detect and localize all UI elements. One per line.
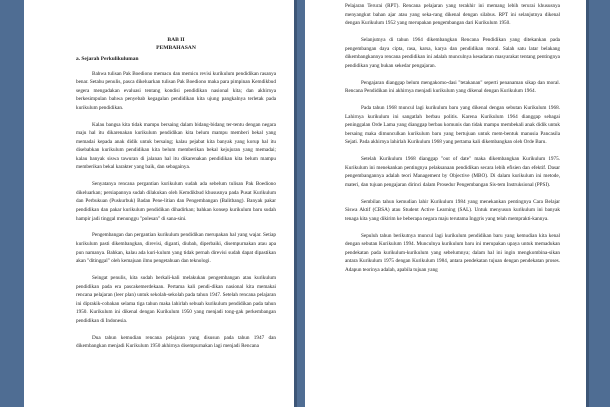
body-paragraph: Setelah Kurikulum 1968 dianggap "out of date" maka dikembangkan Kurikulum 1975. Kurikulum ini menekankan pentingnya pelaksanaan pendidikan secara lebih efisien dan efektif. Dasar pengembangannya adalah teori Management by Objective (MBO). Di dalam kurikulum ini metode, materi, dan tujuan pengajaran dirinci dalam Prosedur Pengembangan Sis-tem Instruksional (PPSI). — [345, 156, 560, 188]
body-paragraph: Kalau bangsa kita tidak mampu bersaing dalam bidang-bidang ter-tentu dengan negara maju hal itu dikarenakan kurikulum pendidikan kita belum mampu memberi bekal yang memadai kepada anak didik untuk bersaing; kalau pejabat kita banyak yang korup hal itu disebabkan kurikulum pendidikan kita belum memberikan bekal kejujuran yang memadai; kalau banyak siswa tawuran di jalanan hal itu dikarenakan pendidikan kita belum mampu memberikan bekal karakter yang baik, dan sebagainya. — [76, 121, 276, 171]
document-page-left — [24, 0, 294, 407]
body-paragraph: Pengembangan dan pergantian kurikulum pendidikan merupakan hal yang wajar. Setiap kurikulum pasti dikembangkan, direvisi, diganti, diubah, diperbaiki, disempurnakan atau apa pun namanya. Bahkan, kalau ada kuri-kulum yang tidak pernah direvisi sudah dapat dipastikan akan "ditinggal" oleh kemajuan ilmu pengetahuan dan teknologi. — [76, 232, 276, 265]
page-shadow — [586, 0, 589, 407]
body-paragraph: Senyatanya rencana pergantian kurikulum sudah ada sebelum tulisan Pak Boediono dikeluarkan; persiapannya sudah dilakukan oleh Kemdikbud khususnya pada Pusat Kurikulum dan Perbukuan (Puskurbuk) Badan Pene-litian dan Pengembangan (Balitbang). Banyak pakar pendidikan dan pakar kurikulum pendidikan dihadirkan; bahkan konsep kurikulum baru sudah hampir jadi tinggal menunggu "polesan" di sana-sini. — [76, 181, 276, 222]
body-paragraph: Pengajaran dianggap belum mengakomo-dasi "tetakanan" seperti penanaman sikap dan moral. Rencana Pendidikan ini akhirnya menjadi kurikulum yang dikenal dengan Kurikulum 1964. — [345, 79, 560, 95]
body-paragraph: Selanjutnya di tahun 1964 dikembangkan Rencana Pendidikan yang ditekankan pada pengembangan daya cipta, rasa, karsa, karya dan pendidikan moral. Salah satu latar belakang dikembangkannya rencana pendidikan ini adalah munculnya kesadaran masyarakat tentang pentingnya pendidikan yang bukan sekedar pengajaran. — [345, 37, 560, 69]
document-page-right — [305, 0, 586, 407]
chapter-title: PEMBAHASAN — [156, 45, 196, 51]
section-heading: a. Sejarah Perkulikuluman — [76, 56, 139, 62]
page-shadow — [294, 0, 297, 407]
body-paragraph: Dua tahun kemudian rencana pelajaran yang disusun pada tahun 1947 dan dikembangkan menjadi Kurikulum 1950 akhirnya disempurnakan lagi menjadi Rencana — [76, 334, 276, 350]
body-paragraph: Seingat penulis, kita sudah berkali-kali melakukan pengembangan atau kurikulum pendidikan pada era pascakemerdekaan. Pertama kali pendi-dikan nasional kita memakai rencana pelajaran (leer plan) untuk sekolah-sekolah pada tahun 1947. Setelah rencana pelajaran ini diprakik-cobakan selama tiga tahun maka lahirlah sebuah kurikulum pendidikan pada tahun 1950. Kurikulum ini dikenal dengan Kurikulum 1950 yang menjadi tong-gak perkembangan pendidikan di Indonesia. — [76, 275, 276, 324]
body-paragraph: Sembilan tahun kemudian lahir Kurikulum 1984 yang menekankan pentingnya Cara Belajar Siswa Aktif (CBSA) atau Student Active Learning (SAL). Untuk menyusun kurikulum ini banyak tenaga kita yang dikirim ke beberapa negara maju terutama Inggris yang telah memprakti-kannya. — [345, 198, 560, 222]
body-paragraph: Sepuluh tahun berikutnya muncul lagi kurikulum pendidikan baru yang kemudian kita kenal dengan sebutan Kurikulum 1994. Munculnya kurikulum baru ini merupakan upaya untuk memadukan pendekatan pada kurikulum-kurikulum yang sebelumnya; dalam hal ini ingin mengkombina-sikan antara Kurikulum 1975 dengan Kurikulum 1984, antara pendekatan tujuan dengan pendekatan proses. Adapun teorinya adalah, apabila tujuan yang — [345, 232, 560, 274]
chapter-number: BAB II — [167, 37, 185, 43]
body-paragraph: Pelajaran Terurai (RPT). Rencana pelajaran yang terakhir ini memang lebih terurai khususnya menyangkut bahan ajar atau yang seka-rang dikenal dengan silabus. RPT ini selanjutnya dikenal dengan Kurikulum 1952 yang merupakan pengembangan dari Kurikulum 1950. — [345, 3, 560, 27]
body-paragraph: Pada tahun 1968 muncul lagi kurikulum baru yang dikenal dengan sebutan Kurikulum 1968. Lahirnya kurikulum ini sangatlah berbau politis. Karena Kurikulum 1964 dianggap sebagai peninggalan Orde Lama yang dianggap berbau komunis dan tidak mampu membekali anak didik untuk bersaing maka dimunculkan kurikulum baru yang bertujuan untuk mem-bentuk manusia Pancasila Sejati. Pada akhirnya lahirlah Kurikulum 1968 yang pertama kali dikembangkan oleh Orde Baru. — [345, 105, 560, 146]
body-paragraph: Bahwa tulisan Pak Boediono memacu dan memicu revisi kurikulum pendidikan rasanya benar. Setahu penulis, pasca dikeluarkan tulisan Pak Boediono maka para pimpinan Kemdikbud segera mengadakan evaluasi tentang kondisi pendidikan nasional kita; dan akhirnya berkesimpulan bahwa penyebab kegagalan pendidikan kita ujung pangkalnya terletak pada kurikulum pendidikan. — [76, 70, 276, 111]
